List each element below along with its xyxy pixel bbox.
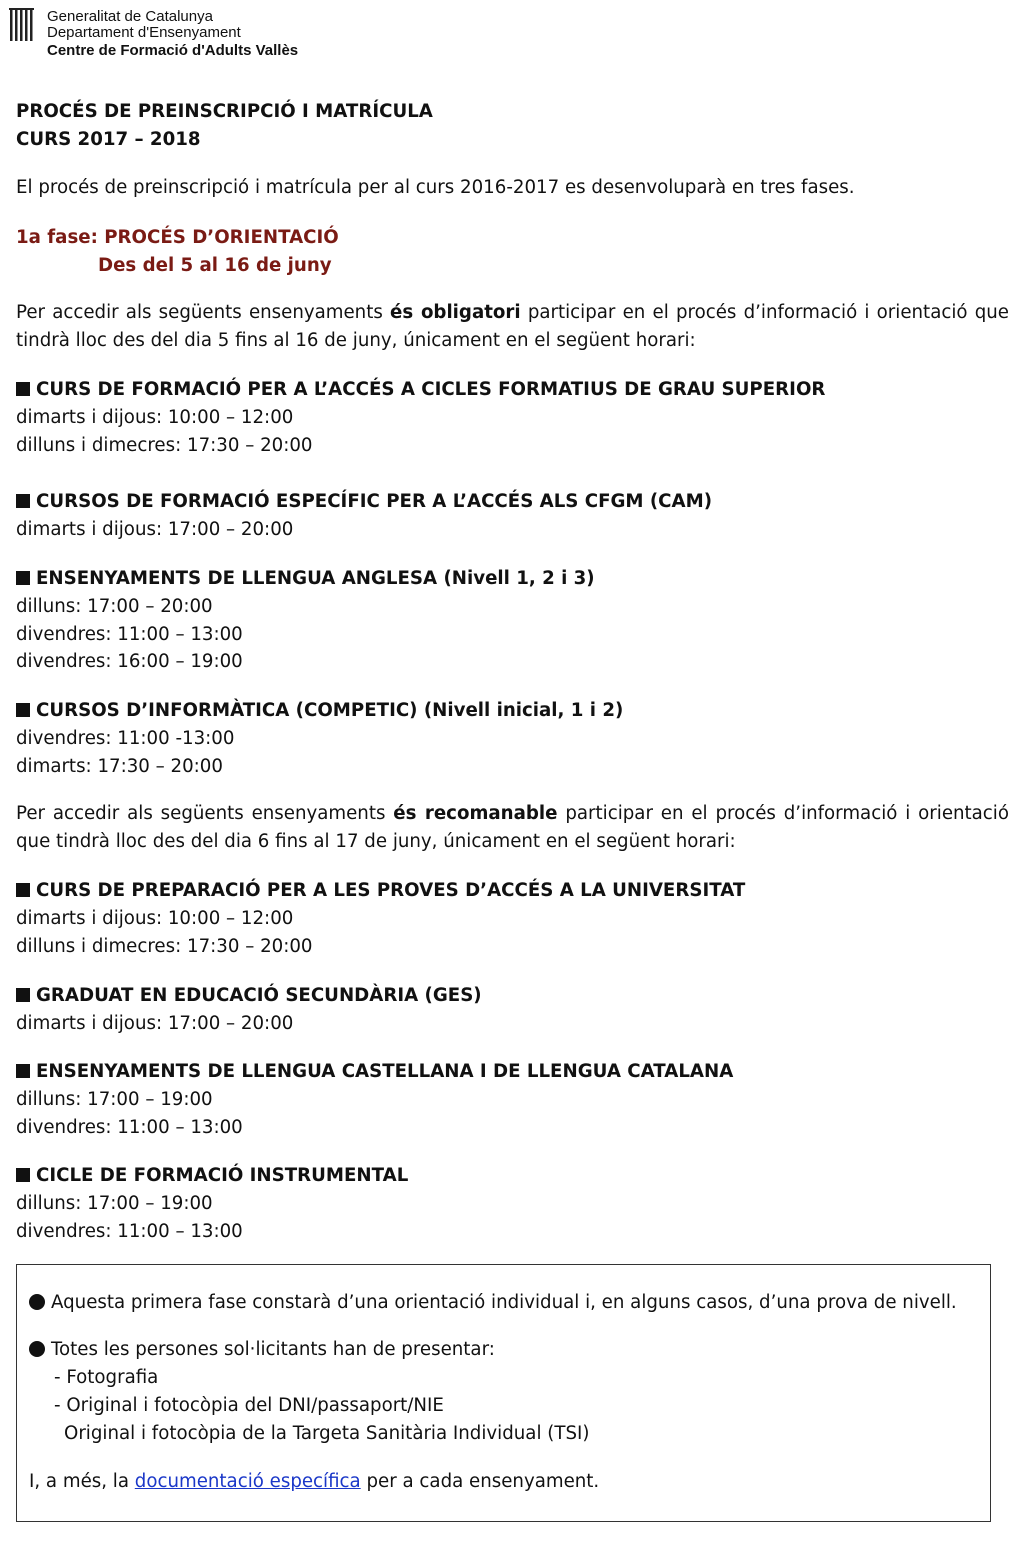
square-bullet-icon bbox=[16, 988, 30, 1002]
header-line-1: Generalitat de Catalunya bbox=[47, 8, 213, 25]
page-subtitle: CURS 2017 – 2018 bbox=[16, 129, 201, 150]
page-title: PROCÉS DE PREINSCRIPCIÓ I MATRÍCULA bbox=[16, 101, 433, 122]
paragraph-2-line-2: que tindrà lloc des del dia 6 fins al 17 de juny, únicament en el següent horari: bbox=[16, 831, 736, 852]
schedule-line: dimarts i dijous: 10:00 – 12:00 bbox=[16, 908, 294, 929]
schedule-line: divendres: 16:00 – 19:00 bbox=[16, 651, 243, 672]
square-bullet-icon bbox=[16, 1064, 30, 1078]
schedule-line: dilluns: 17:00 – 19:00 bbox=[16, 1193, 213, 1214]
square-bullet-icon bbox=[16, 883, 30, 897]
square-bullet-icon bbox=[16, 494, 30, 508]
requirement-item: - Fotografia bbox=[54, 1367, 159, 1388]
schedule-line: dilluns: 17:00 – 19:00 bbox=[16, 1089, 213, 1110]
paragraph-2-line-1: Per accedir als següents ensenyaments és recomanable participar en el procés d’informació i orientació bbox=[16, 803, 1009, 824]
square-bullet-icon bbox=[16, 382, 30, 396]
section-heading: ENSENYAMENTS DE LLENGUA CASTELLANA I DE LLENGUA CATALANA bbox=[16, 1058, 733, 1086]
intro-text: El procés de preinscripció i matrícula per al curs 2016-2017 es desenvoluparà en tres fases. bbox=[16, 177, 855, 198]
paragraph-1-line-2: tindrà lloc des del dia 5 fins al 16 de juny, únicament en el següent horari: bbox=[16, 330, 696, 351]
section-heading: CICLE DE FORMACIÓ INSTRUMENTAL bbox=[16, 1162, 408, 1190]
section-heading: CURS DE PREPARACIÓ PER A LES PROVES D’ACCÉS A LA UNIVERSITAT bbox=[16, 877, 745, 905]
schedule-line: divendres: 11:00 – 13:00 bbox=[16, 1117, 243, 1138]
requirement-item: Original i fotocòpia de la Targeta Sanitària Individual (TSI) bbox=[64, 1423, 590, 1444]
notice-footer: I, a més, la documentació específica per a cada ensenyament. bbox=[29, 1471, 600, 1492]
specific-documentation-link[interactable]: documentació específica bbox=[134, 1471, 361, 1492]
header-line-3: Centre de Formació d'Adults Vallès bbox=[47, 42, 299, 59]
square-bullet-icon bbox=[16, 571, 30, 585]
schedule-line: dimarts: 17:30 – 20:00 bbox=[16, 756, 223, 777]
generalitat-logo bbox=[8, 8, 36, 42]
phase-label: 1a fase: PROCÉS D’ORIENTACIÓ bbox=[16, 227, 339, 248]
paragraph-1-line-1: Per accedir als següents ensenyaments és obligatori participar en el procés d’informació i orientació que bbox=[16, 302, 1009, 323]
square-bullet-icon bbox=[16, 1168, 30, 1182]
round-bullet-icon bbox=[29, 1341, 45, 1357]
section-heading: ENSENYAMENTS DE LLENGUA ANGLESA (Nivell 1, 2 i 3) bbox=[16, 565, 595, 593]
round-bullet-icon bbox=[29, 1294, 45, 1310]
schedule-line: dimarts i dijous: 10:00 – 12:00 bbox=[16, 407, 294, 428]
schedule-line: dilluns i dimecres: 17:30 – 20:00 bbox=[16, 936, 313, 957]
header-line-2: Departament d'Ensenyament bbox=[47, 24, 241, 41]
notice-bullet-1: Aquesta primera fase constarà d’una orientació individual i, en alguns casos, d’una prova de nivell. bbox=[29, 1289, 957, 1317]
section-heading: GRADUAT EN EDUCACIÓ SECUNDÀRIA (GES) bbox=[16, 982, 482, 1010]
section-heading: CURSOS D’INFORMÀTICA (COMPETIC) (Nivell inicial, 1 i 2) bbox=[16, 697, 623, 725]
schedule-line: dimarts i dijous: 17:00 – 20:00 bbox=[16, 519, 294, 540]
section-heading: CURSOS DE FORMACIÓ ESPECÍFIC PER A L’ACCÉS ALS CFGM (CAM) bbox=[16, 488, 712, 516]
requirement-item: - Original i fotocòpia del DNI/passaport/NIE bbox=[54, 1395, 444, 1416]
section-heading: CURS DE FORMACIÓ PER A L’ACCÉS A CICLES FORMATIUS DE GRAU SUPERIOR bbox=[16, 376, 825, 404]
schedule-line: divendres: 11:00 -13:00 bbox=[16, 728, 235, 749]
schedule-line: dimarts i dijous: 17:00 – 20:00 bbox=[16, 1013, 294, 1034]
schedule-line: divendres: 11:00 – 13:00 bbox=[16, 1221, 243, 1242]
schedule-line: divendres: 11:00 – 13:00 bbox=[16, 624, 243, 645]
phase-dates: Des del 5 al 16 de juny bbox=[98, 255, 332, 276]
notice-bullet-2: Totes les persones sol·licitants han de presentar: bbox=[29, 1336, 495, 1364]
schedule-line: dilluns: 17:00 – 20:00 bbox=[16, 596, 213, 617]
square-bullet-icon bbox=[16, 703, 30, 717]
schedule-line: dilluns i dimecres: 17:30 – 20:00 bbox=[16, 435, 313, 456]
